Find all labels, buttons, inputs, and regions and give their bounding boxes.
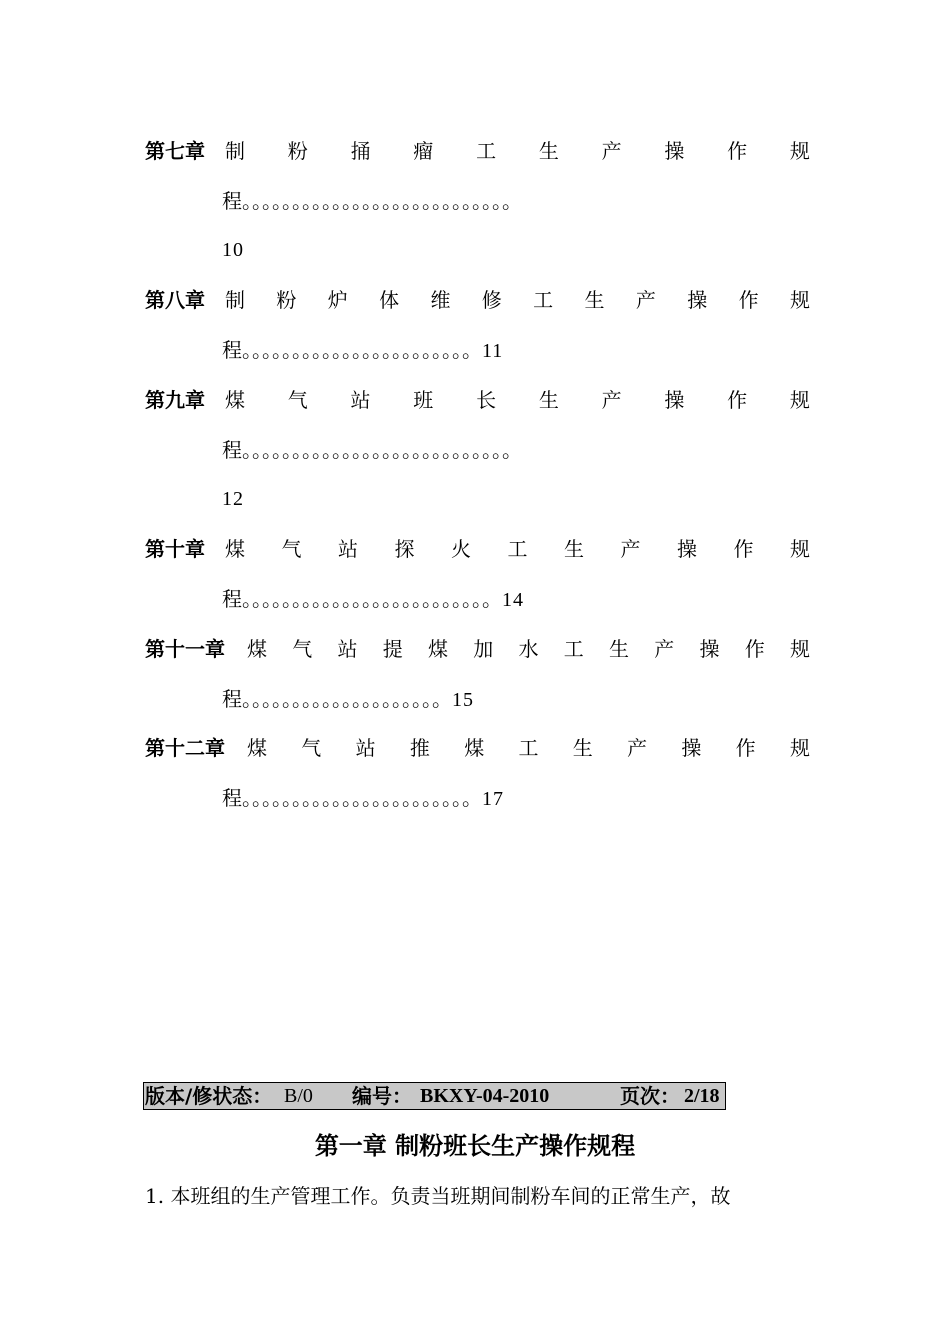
- toc-title-char: 产: [601, 388, 622, 412]
- toc-title-char: 气: [292, 637, 313, 661]
- toc-title-char: 操: [664, 139, 685, 163]
- toc-title-char: 粉: [287, 139, 308, 163]
- toc-page-number: 10: [222, 239, 244, 261]
- toc-title-char: 操: [687, 288, 708, 312]
- toc-title-char: 火: [451, 537, 471, 561]
- toc-title-char: 生: [538, 388, 559, 412]
- toc-title-char: 气: [301, 736, 322, 760]
- toc-entry-title-line: [145, 136, 810, 166]
- toc-title-char: 维: [430, 288, 451, 312]
- version-value: B/0: [284, 1085, 313, 1107]
- toc-title-char: 产: [654, 637, 675, 661]
- toc-entry-leader: [222, 335, 503, 365]
- toc-page-number: 11: [482, 340, 504, 362]
- toc-title-char: 水: [518, 637, 539, 661]
- toc-chapter-number: 第十一章: [145, 637, 225, 661]
- toc-title-char: 煤: [225, 537, 245, 561]
- toc-title-char: 煤: [247, 736, 267, 760]
- toc-title-char: 规: [790, 637, 810, 661]
- toc-title-char: 操: [664, 388, 685, 412]
- toc-title-char: 气: [281, 537, 302, 561]
- toc-title-char: 生: [584, 288, 605, 312]
- toc-title-char: 长: [476, 388, 497, 412]
- toc-page-number: 17: [482, 788, 504, 810]
- toc-title-char: 工: [518, 736, 539, 760]
- toc-title-char: 生: [609, 637, 629, 661]
- toc-title-char: 作: [735, 736, 756, 760]
- toc-title-char: 工: [533, 288, 554, 312]
- toc-title-char: 捅: [350, 139, 371, 163]
- toc-chapter-number: 第八章: [145, 288, 205, 312]
- version-label: 版本/修状态：: [145, 1084, 273, 1108]
- toc-leader-dots: 程。。。。。。。。。。。。。。。。。。。。。。。。。: [222, 587, 502, 611]
- toc-title-char: 规: [789, 736, 810, 760]
- toc-title-char: 班: [413, 388, 434, 412]
- toc-title-char: 站: [337, 637, 358, 661]
- toc-title-char: 生: [538, 139, 559, 163]
- toc-title-char: 操: [681, 736, 702, 760]
- toc-title-char: 作: [727, 388, 748, 412]
- toc-entry-title-line: [145, 385, 810, 415]
- toc-entry-leader: 程。。。。。。。。。。。。。。。。。。。。。。。。。。。: [222, 438, 522, 462]
- toc-chapter-title: [225, 534, 810, 564]
- toc-entry-leader: [222, 684, 474, 714]
- toc-title-char: 产: [627, 736, 648, 760]
- toc-chapter-number: 第十章: [145, 537, 205, 561]
- toc-title-char: 规: [790, 537, 810, 561]
- toc-title-char: 制: [225, 288, 245, 312]
- toc-title-char: 提: [382, 637, 403, 661]
- body-paragraph: 1. 本班组的生产管理工作。负责当班期间制粉车间的正常生产，故: [145, 1184, 731, 1208]
- toc-entry-leader: [222, 783, 504, 813]
- toc-title-char: 操: [677, 537, 697, 561]
- toc-title-char: 生: [572, 736, 593, 760]
- toc-title-char: 站: [355, 736, 376, 760]
- toc-title-char: 制: [225, 139, 245, 163]
- toc-title-char: 操: [699, 637, 720, 661]
- toc-chapter-number: 第九章: [145, 388, 205, 412]
- toc-title-char: 粉: [276, 288, 297, 312]
- toc-title-char: 规: [789, 288, 810, 312]
- toc-title-char: 煤: [464, 736, 485, 760]
- toc-leader-dots: 程。。。。。。。。。。。。。。。。。。。。。。。: [222, 786, 482, 810]
- toc-title-char: 产: [601, 139, 622, 163]
- toc-leader-dots: 程。。。。。。。。。。。。。。。。。。。。。。。: [222, 338, 482, 362]
- toc-chapter-title: [247, 733, 810, 763]
- page-value: 2/18: [684, 1085, 720, 1107]
- toc-title-char: 生: [564, 537, 584, 561]
- toc-title-char: 煤: [428, 637, 448, 661]
- toc-chapter-title: [247, 634, 810, 664]
- toc-title-char: 修: [481, 288, 502, 312]
- toc-title-char: 炉: [327, 288, 348, 312]
- toc-title-char: 站: [338, 537, 358, 561]
- toc-title-char: 气: [287, 388, 308, 412]
- toc-title-char: 加: [473, 637, 494, 661]
- toc-title-char: 工: [476, 139, 497, 163]
- toc-title-char: 作: [738, 288, 759, 312]
- toc-page-number: 14: [502, 589, 524, 611]
- toc-page-number: 15: [452, 689, 474, 711]
- toc-title-char: 作: [733, 537, 754, 561]
- toc-entry-title-line: [145, 634, 810, 664]
- toc-chapter-title: [225, 136, 810, 166]
- toc-title-char: 规: [789, 388, 810, 412]
- toc-chapter-title: [225, 385, 810, 415]
- toc-title-char: 规: [789, 139, 810, 163]
- toc-title-char: 站: [350, 388, 371, 412]
- page-label: 页次：: [620, 1084, 680, 1108]
- code-value: BKXY-04-2010: [420, 1085, 550, 1107]
- toc-entry-leader: 程。。。。。。。。。。。。。。。。。。。。。。。。。。。: [222, 189, 522, 213]
- toc-title-char: 煤: [247, 637, 267, 661]
- toc-chapter-title: [225, 285, 810, 315]
- toc-title-char: 工: [507, 537, 528, 561]
- toc-entry-title-line: [145, 285, 810, 315]
- toc-title-char: 推: [409, 736, 430, 760]
- toc-title-char: 作: [744, 637, 765, 661]
- toc-title-char: 煤: [225, 388, 245, 412]
- chapter-heading: 第一章 制粉班长生产操作规程: [314, 1131, 636, 1160]
- toc-title-char: 作: [727, 139, 748, 163]
- toc-page-number: 12: [222, 488, 244, 510]
- toc-entry-leader: [222, 584, 524, 614]
- toc-entry-title-line: [145, 733, 810, 763]
- toc-title-char: 产: [635, 288, 656, 312]
- toc-chapter-number: 第十二章: [145, 736, 225, 760]
- toc-title-char: 瘤: [413, 139, 434, 163]
- page-header-bar: [143, 1082, 726, 1110]
- toc-title-char: 产: [620, 537, 641, 561]
- toc-title-char: 工: [563, 637, 584, 661]
- toc-title-char: 探: [394, 537, 415, 561]
- toc-title-char: 体: [379, 288, 400, 312]
- toc-chapter-number: 第七章: [145, 139, 205, 163]
- toc-leader-dots: 程。。。。。。。。。。。。。。。。。。。。: [222, 687, 452, 711]
- toc-entry-title-line: [145, 534, 810, 564]
- code-label: 编号：: [352, 1084, 412, 1108]
